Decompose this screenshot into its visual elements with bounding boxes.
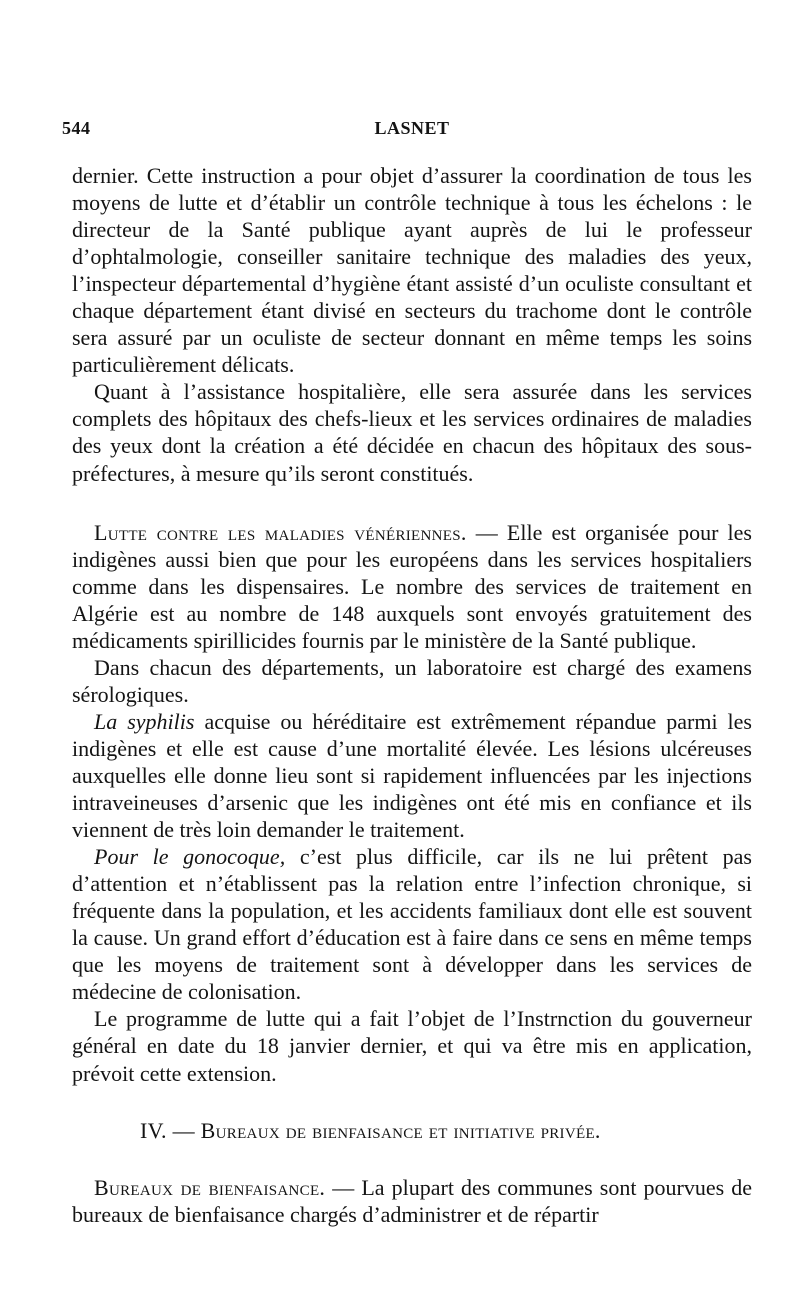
paragraph-programme: Le programme de lutte qui a fait l’objet de l’Instrnction du gouverneur général en date du 18 janvier dernier, et qui va être mis en application, prévoit cette extension. [72,1006,752,1086]
section-heading [72,1117,752,1144]
paragraph-run-in-heading: Bureaux de bienfaisance. [94,1174,326,1200]
paragraph-hospital-assistance: Quant à l’assistance hospitalière, elle sera assurée dans les services complets des hôpitaux des chefs-lieux et les services ordinaires de maladies des yeux dont la création a été décidée en chacun des hôpitaux des sous-préfectures, à mesure qu’ils seront constitués. [72,379,752,486]
paragraph-bureaux [72,1174,752,1228]
running-title: LASNET [374,118,450,138]
italic-term-syphilis: La syphilis [94,708,195,734]
paragraph-serology-laboratory: Dans chacun des départements, un laboratoire est chargé des examens sérologiques. [72,654,752,707]
paragraph-venereal-diseases [72,519,752,654]
paragraph-venereal-text: — Elle est organisée pour les indigènes aussi bien que pour les européens dans les services hospitaliers comme dans les dispensaires. Le nombre des services de traitement en Algérie est au nombre de 148 auxquels sont envoyés gratuitement des médicaments spirillicides fournis par le ministère de la Santé publique. [72,519,752,653]
paragraph-syphilis [72,708,752,843]
section-numeral: IV. [140,1117,167,1143]
italic-term-gonococcus: Pour le gonocoque, [94,844,286,870]
paragraph-syphilis-text: acquise ou héréditaire est extrêmement répandue parmi les indigènes et elle est cause d’une mortalité élevée. Les lésions ulcéreuses auxquelles elle donne lieu sont si rapidement influencées par les injections intraveineuses d’arsenic que les indigènes ont été mis en confiance et ils viennent de très loin demander le traitement. [72,708,752,843]
section-title: — Bureaux de bienfaisance et initiative privée. [166,1117,601,1143]
book-page [62,0,752,1304]
paragraph-gonococcus-text: c’est plus difficile, car ils ne lui prêtent pas d’attention et n’établissent pas la relation entre l’infection chronique, si fréquente dans la population, et les accidents familiaux dont elle est souvent la cause. Un grand effort d’éducation est à faire dans ce sens en même temps que les moyens de traitement sont à développer dans les services de médecine de colonisation. [72,844,752,1005]
page-number: 544 [62,118,91,138]
paragraph-run-in-heading: Lutte contre les maladies vénériennes. [94,519,467,545]
paragraph-gonococcus [72,843,752,1005]
body-text [72,162,752,1228]
running-header [62,118,752,144]
paragraph-trachoma-instruction: dernier. Cette instruction a pour objet d’assurer la coordination de tous les moyens de lutte et d’établir un contrôle technique à tous les échelons : le directeur de la Santé publique ayant auprès de lui le professeur d’ophtalmologie, conseiller sanitaire technique des maladies des yeux, l’inspecteur départemental d’hygiène étant assisté d’un oculiste consultant et chaque département étant divisé en secteurs du trachome dont le contrôle sera assuré par un oculiste de secteur donnant en même temps les soins particulièrement délicats. [72,163,752,378]
paragraph-bureaux-text: — La plupart des communes sont pourvues de bureaux de bienfaisance chargés d’administrer et de répartir [72,1174,752,1227]
